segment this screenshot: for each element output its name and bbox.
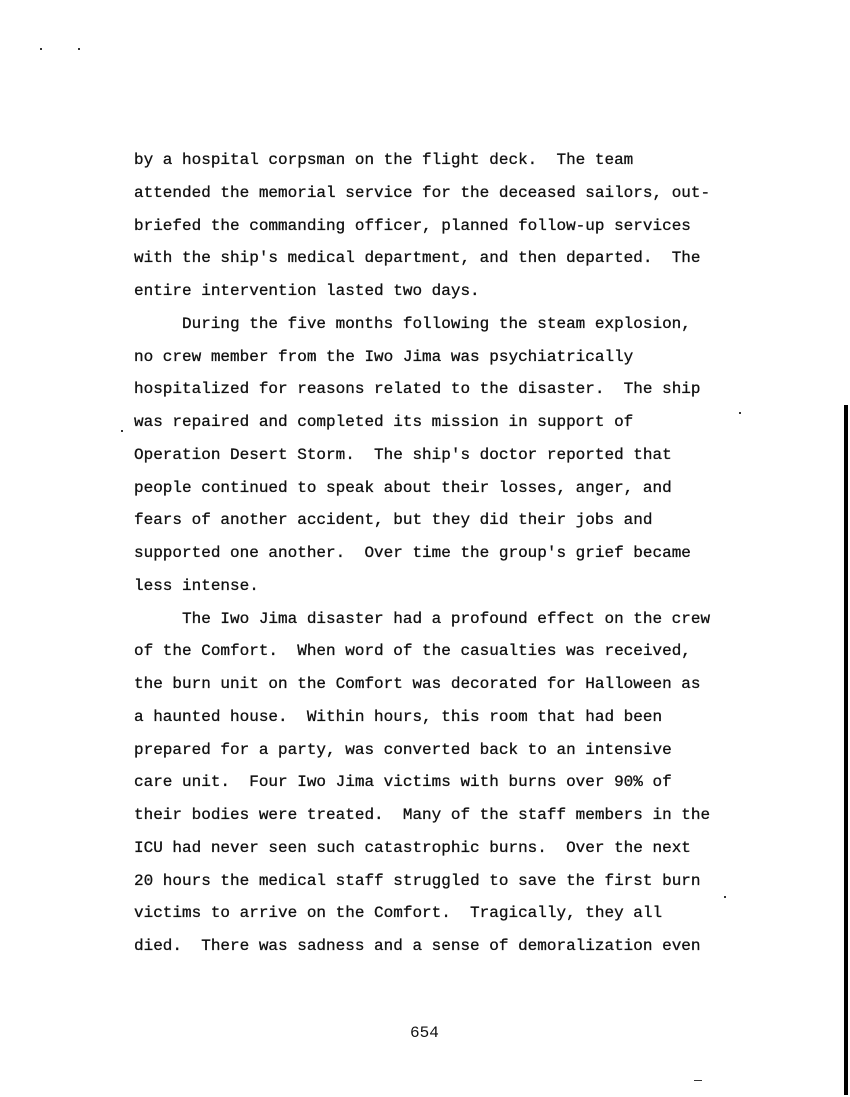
text-line: their bodies were treated. Many of the staff members in the	[134, 806, 711, 824]
scan-edge-shadow	[844, 405, 848, 1095]
text-line: the burn unit on the Comfort was decorated for Halloween as	[134, 675, 701, 693]
text-line: 20 hours the medical staff struggled to save the first burn	[134, 871, 701, 890]
text-line: care unit. Four Iwo Jima victims with burns over 90% of	[134, 773, 672, 792]
text-line: Operation Desert Storm. The ship's doctor reported that	[134, 445, 672, 464]
document-body	[134, 144, 774, 963]
text-line: a haunted house. Within hours, this room that had been	[134, 707, 663, 726]
text-line: The Iwo Jima disaster had a profound effect on the crew	[182, 609, 711, 628]
text-line: victims to arrive on the Comfort. Tragically, they all	[134, 904, 663, 923]
text-line: briefed the commanding officer, planned follow-up services	[134, 216, 691, 235]
text-line: fears of another accident, but they did their jobs and	[134, 511, 653, 530]
text-line: prepared for a party, was converted back to an intensive	[134, 740, 672, 759]
text-line: by a hospital corpsman on the flight deck. The team	[134, 151, 634, 169]
page-number: 654	[410, 1024, 439, 1042]
text-line: During the five months following the steam explosion,	[182, 314, 691, 333]
text-line: was repaired and completed its mission in support of	[134, 413, 634, 431]
text-line: entire intervention lasted two days.	[134, 282, 480, 300]
text-line: hospitalized for reasons related to the disaster. The ship	[134, 380, 701, 399]
text-line: supported one another. Over time the group's grief became	[134, 544, 691, 562]
text-line: died. There was sadness and a sense of demoralization even	[134, 937, 701, 955]
text-line: ICU had never seen such catastrophic burns. Over the next	[134, 838, 691, 857]
text-line: people continued to speak about their losses, anger, and	[134, 478, 672, 497]
text-line: no crew member from the Iwo Jima was psychiatrically	[134, 347, 634, 366]
text-line: with the ship's medical department, and then departed. The	[134, 249, 701, 268]
text-line: less intense.	[134, 576, 259, 595]
text-line: attended the memorial service for the deceased sailors, out-	[134, 183, 711, 202]
text-line: of the Comfort. When word of the casualties was received,	[134, 642, 691, 661]
